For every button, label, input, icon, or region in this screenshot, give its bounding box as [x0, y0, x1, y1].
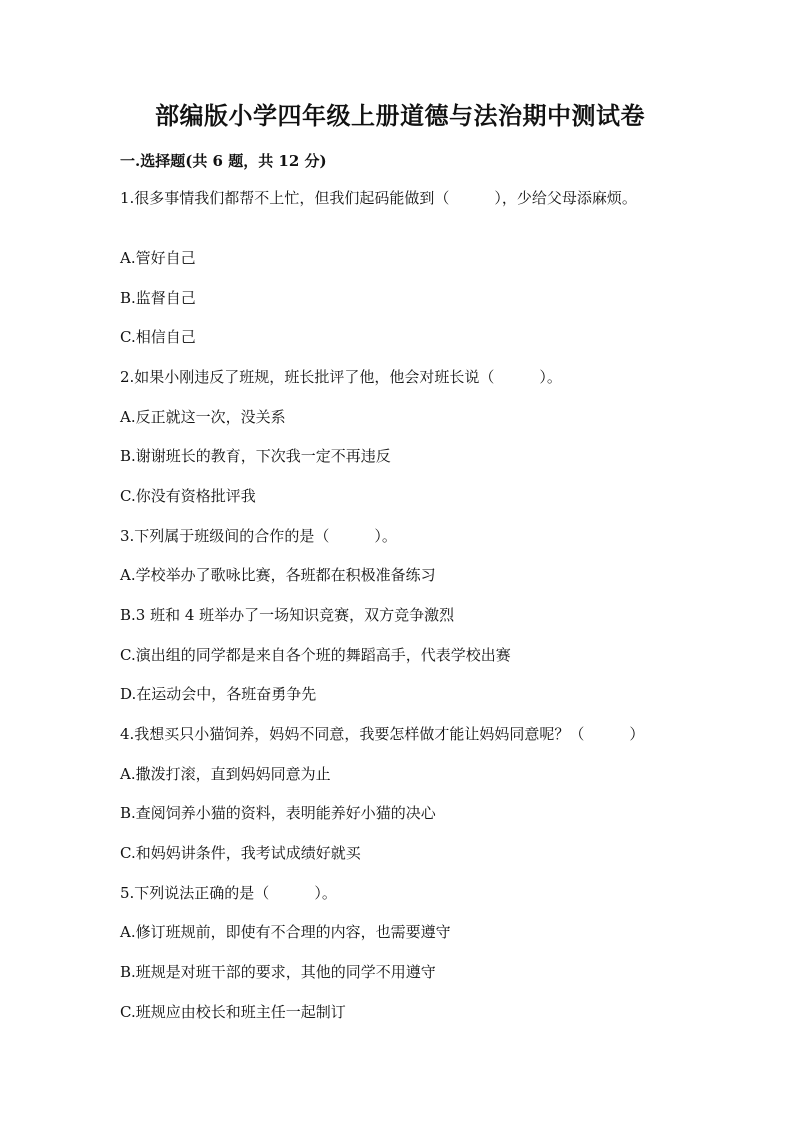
question-stem-2: 2.如果小刚违反了班规，班长批评了他，他会对班长说（ ）。 — [120, 368, 562, 386]
option-2a: A.反正就这一次，没关系 — [120, 408, 286, 426]
question-stem-5: 5.下列说法正确的是（ ）。 — [120, 884, 337, 902]
option-5b: B.班规是对班干部的要求，其他的同学不用遵守 — [120, 963, 436, 981]
option-3a: A.学校举办了歌咏比赛，各班都在积极准备练习 — [120, 566, 436, 584]
option-2b: B.谢谢班长的教育，下次我一定不再违反 — [120, 447, 391, 465]
option-3d: D.在运动会中，各班奋勇争先 — [120, 685, 317, 703]
option-5c: C.班规应由校长和班主任一起制订 — [120, 1003, 346, 1021]
option-1b: B.监督自己 — [120, 289, 196, 307]
question-stem-3: 3.下列属于班级间的合作的是（ ）。 — [120, 527, 397, 545]
option-3b: B.3 班和 4 班举办了一场知识竞赛，双方竞争激烈 — [120, 606, 455, 624]
section-heading: 一.选择题(共 6 题，共 12 分) — [120, 152, 327, 170]
option-4a: A.撒泼打滚，直到妈妈同意为止 — [120, 765, 331, 783]
option-4c: C.和妈妈讲条件，我考试成绩好就买 — [120, 844, 361, 862]
option-4b: B.查阅饲养小猫的资料，表明能养好小猫的决心 — [120, 804, 436, 822]
option-3c: C.演出组的同学都是来自各个班的舞蹈高手，代表学校出赛 — [120, 646, 511, 664]
question-stem-1: 1.很多事情我们都帮不上忙，但我们起码能做到（ ），少给父母添麻烦。 — [120, 189, 637, 207]
option-1c: C.相信自己 — [120, 328, 196, 346]
question-stem-4: 4.我想买只小猫饲养，妈妈不同意，我要怎样做才能让妈妈同意呢？（ ） — [120, 725, 645, 743]
option-5a: A.修订班规前，即使有不合理的内容，也需要遵守 — [120, 923, 451, 941]
option-2c: C.你没有资格批评我 — [120, 487, 256, 505]
option-1a: A.管好自己 — [120, 249, 196, 267]
page-title: 部编版小学四年级上册道德与法治期中测试卷 — [155, 101, 645, 130]
